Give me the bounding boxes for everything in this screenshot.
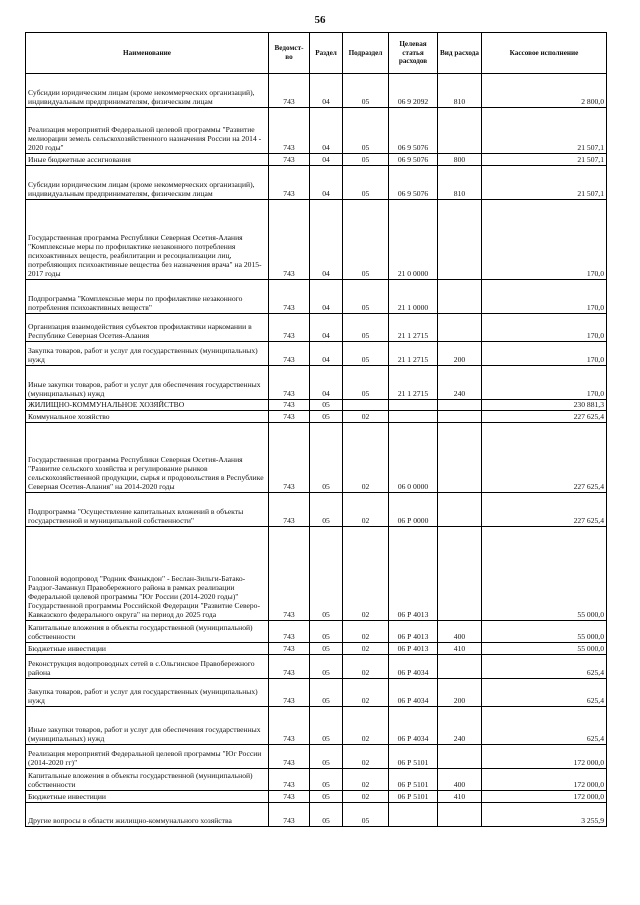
table-body — [26, 74, 607, 827]
cell-expense-type: 800 — [438, 154, 482, 166]
cell-expense-type: 410 — [438, 643, 482, 655]
cell-target-article: 06 Р 5101 — [389, 745, 438, 769]
cell-subsection: 05 — [343, 314, 389, 342]
cell-subsection: 02 — [343, 643, 389, 655]
cell-cash-execution: 3 255,9 — [482, 803, 607, 827]
cell-name: Иные бюджетные ассигнования — [26, 154, 269, 166]
cell-section: 04 — [310, 200, 343, 280]
cell-subsection: 05 — [343, 342, 389, 366]
cell-department: 743 — [269, 679, 310, 707]
cell-expense-type: 410 — [438, 791, 482, 803]
cell-target-article: 06 9 5076 — [389, 154, 438, 166]
cell-section: 05 — [310, 643, 343, 655]
cell-expense-type — [438, 423, 482, 493]
table-row — [26, 769, 607, 791]
cell-subsection: 02 — [343, 493, 389, 527]
cell-section: 05 — [310, 769, 343, 791]
table-header-row — [26, 33, 607, 74]
cell-cash-execution: 227 625,4 — [482, 493, 607, 527]
cell-subsection: 02 — [343, 707, 389, 745]
cell-section: 04 — [310, 366, 343, 400]
cell-target-article — [389, 803, 438, 827]
cell-subsection — [343, 400, 389, 411]
cell-name: ЖИЛИЩНО-КОММУНАЛЬНОЕ ХОЗЯЙСТВО — [26, 400, 269, 411]
column-header-target-article: Целевая статья расходов — [389, 33, 438, 74]
cell-expense-type — [438, 200, 482, 280]
table-row — [26, 679, 607, 707]
cell-department: 743 — [269, 643, 310, 655]
cell-target-article: 06 Р 4034 — [389, 707, 438, 745]
cell-section: 05 — [310, 791, 343, 803]
cell-section: 04 — [310, 342, 343, 366]
cell-expense-type: 810 — [438, 166, 482, 200]
table-row — [26, 280, 607, 314]
table-row — [26, 707, 607, 745]
page-number: 56 — [314, 14, 326, 26]
table-row — [26, 803, 607, 827]
table-row — [26, 621, 607, 643]
cell-section: 05 — [310, 707, 343, 745]
cell-subsection: 02 — [343, 655, 389, 679]
cell-section: 05 — [310, 411, 343, 423]
cell-cash-execution: 21 507,1 — [482, 108, 607, 154]
cell-cash-execution: 625,4 — [482, 655, 607, 679]
cell-section: 04 — [310, 154, 343, 166]
cell-target-article: 06 Р 0000 — [389, 493, 438, 527]
cell-subsection: 05 — [343, 74, 389, 108]
cell-section: 05 — [310, 655, 343, 679]
cell-target-article: 06 0 0000 — [389, 423, 438, 493]
table-row — [26, 74, 607, 108]
cell-section: 05 — [310, 423, 343, 493]
budget-execution-table — [25, 32, 607, 827]
cell-expense-type — [438, 411, 482, 423]
cell-target-article: 06 9 5076 — [389, 108, 438, 154]
cell-cash-execution: 55 000,0 — [482, 527, 607, 621]
cell-department: 743 — [269, 621, 310, 643]
table-row — [26, 314, 607, 342]
cell-subsection: 02 — [343, 411, 389, 423]
cell-section: 05 — [310, 527, 343, 621]
column-header-name: Наименование — [26, 33, 269, 74]
cell-section: 05 — [310, 679, 343, 707]
cell-department: 743 — [269, 400, 310, 411]
cell-name: Бюджетные инвестиции — [26, 643, 269, 655]
cell-subsection: 02 — [343, 791, 389, 803]
cell-subsection: 05 — [343, 280, 389, 314]
cell-cash-execution: 172 000,0 — [482, 745, 607, 769]
cell-expense-type: 240 — [438, 707, 482, 745]
cell-name: Другие вопросы в области жилищно-коммунального хозяйства — [26, 803, 269, 827]
table-row — [26, 527, 607, 621]
cell-cash-execution: 170,0 — [482, 314, 607, 342]
cell-department: 743 — [269, 366, 310, 400]
cell-expense-type: 200 — [438, 342, 482, 366]
cell-target-article: 06 Р 4013 — [389, 527, 438, 621]
cell-section: 05 — [310, 745, 343, 769]
table-row — [26, 366, 607, 400]
cell-cash-execution: 227 625,4 — [482, 411, 607, 423]
table-row — [26, 745, 607, 769]
cell-target-article: 06 Р 5101 — [389, 769, 438, 791]
cell-name: Закупка товаров, работ и услуг для государственных (муниципальных) нужд — [26, 342, 269, 366]
cell-subsection: 02 — [343, 527, 389, 621]
cell-target-article: 06 9 2092 — [389, 74, 438, 108]
table-row — [26, 166, 607, 200]
cell-name: Субсидии юридическим лицам (кроме некоммерческих организаций), индивидуальным предпринимателям, физическим лицам — [26, 74, 269, 108]
cell-expense-type — [438, 745, 482, 769]
cell-cash-execution: 172 000,0 — [482, 791, 607, 803]
cell-section: 04 — [310, 314, 343, 342]
table-row — [26, 342, 607, 366]
cell-department: 743 — [269, 74, 310, 108]
cell-target-article: 06 9 5076 — [389, 166, 438, 200]
cell-department: 743 — [269, 280, 310, 314]
cell-section: 04 — [310, 74, 343, 108]
cell-section: 04 — [310, 108, 343, 154]
cell-target-article: 21 1 2715 — [389, 342, 438, 366]
cell-department: 743 — [269, 803, 310, 827]
table-row — [26, 154, 607, 166]
cell-section: 04 — [310, 280, 343, 314]
cell-target-article: 21 1 0000 — [389, 280, 438, 314]
cell-department: 743 — [269, 423, 310, 493]
cell-department: 743 — [269, 791, 310, 803]
cell-name: Иные закупки товаров, работ и услуг для обеспечения государственных (муниципальных) нужд — [26, 707, 269, 745]
cell-department: 743 — [269, 493, 310, 527]
cell-department: 743 — [269, 769, 310, 791]
cell-cash-execution: 625,4 — [482, 707, 607, 745]
cell-expense-type — [438, 803, 482, 827]
cell-name: Реконструкция водопроводных сетей в с.Ольгинское Правобережного района — [26, 655, 269, 679]
cell-department: 743 — [269, 342, 310, 366]
column-header-department: Ведомст-во — [269, 33, 310, 74]
table-row — [26, 411, 607, 423]
cell-target-article: 06 Р 5101 — [389, 791, 438, 803]
cell-name: Государственная программа Республики Северная Осетия-Алания "Комплексные меры по профилактике незаконного потребления психоактивных веществ, реабилитации и ресоциализации лиц, потребляющих психоактивные вещества без назначения врача" на 2015-2017 годы — [26, 200, 269, 280]
cell-expense-type — [438, 527, 482, 621]
cell-target-article: 06 Р 4013 — [389, 621, 438, 643]
table-row — [26, 423, 607, 493]
cell-section: 05 — [310, 400, 343, 411]
cell-name: Подпрограмма "Осуществление капитальных вложений в объекты государственной и муниципальной собственности" — [26, 493, 269, 527]
table-row — [26, 643, 607, 655]
cell-section: 04 — [310, 166, 343, 200]
cell-cash-execution: 21 507,1 — [482, 166, 607, 200]
cell-name: Капитальные вложения в объекты государственной (муниципальной) собственности — [26, 621, 269, 643]
cell-section: 05 — [310, 621, 343, 643]
cell-subsection: 02 — [343, 621, 389, 643]
cell-subsection: 05 — [343, 803, 389, 827]
column-header-section: Раздел — [310, 33, 343, 74]
cell-target-article: 06 Р 4034 — [389, 679, 438, 707]
cell-expense-type — [438, 493, 482, 527]
cell-subsection: 02 — [343, 769, 389, 791]
cell-expense-type: 810 — [438, 74, 482, 108]
table-row — [26, 493, 607, 527]
cell-name: Государственная программа Республики Северная Осетия-Алания "Развитие сельского хозяйства и регулирование рынков сельскохозяйственной продукции, сырья и продовольствия в Республике Северная Осетия-Алания" на 2014-2020 годы — [26, 423, 269, 493]
cell-cash-execution: 170,0 — [482, 280, 607, 314]
cell-expense-type — [438, 400, 482, 411]
cell-department: 743 — [269, 655, 310, 679]
cell-target-article: 21 1 2715 — [389, 314, 438, 342]
cell-target-article — [389, 411, 438, 423]
cell-cash-execution: 170,0 — [482, 366, 607, 400]
cell-subsection: 02 — [343, 745, 389, 769]
cell-cash-execution: 227 625,4 — [482, 423, 607, 493]
cell-expense-type: 400 — [438, 769, 482, 791]
cell-subsection: 05 — [343, 200, 389, 280]
cell-target-article: 06 Р 4034 — [389, 655, 438, 679]
cell-subsection: 05 — [343, 366, 389, 400]
table-row — [26, 400, 607, 411]
cell-cash-execution: 55 000,0 — [482, 621, 607, 643]
table-row — [26, 108, 607, 154]
cell-expense-type — [438, 108, 482, 154]
table-row — [26, 200, 607, 280]
table-row — [26, 791, 607, 803]
cell-expense-type — [438, 655, 482, 679]
cell-section: 05 — [310, 803, 343, 827]
cell-expense-type: 200 — [438, 679, 482, 707]
cell-cash-execution: 2 800,0 — [482, 74, 607, 108]
cell-expense-type — [438, 280, 482, 314]
cell-subsection: 02 — [343, 679, 389, 707]
cell-name: Реализация мероприятий Федеральной целевой программы "Юг России (2014-2020 гг)" — [26, 745, 269, 769]
cell-expense-type — [438, 314, 482, 342]
cell-cash-execution: 172 000,0 — [482, 769, 607, 791]
cell-department: 743 — [269, 707, 310, 745]
column-header-expense-type: Вид расхода — [438, 33, 482, 74]
cell-name: Капитальные вложения в объекты государственной (муниципальной) собственности — [26, 769, 269, 791]
cell-target-article — [389, 400, 438, 411]
cell-subsection: 05 — [343, 166, 389, 200]
table-row — [26, 655, 607, 679]
cell-cash-execution: 55 000,0 — [482, 643, 607, 655]
cell-name: Подпрограмма "Комплексные меры по профилактике незаконного потребления психоактивных веществ" — [26, 280, 269, 314]
cell-name: Закупка товаров, работ и услуг для государственных (муниципальных) нужд — [26, 679, 269, 707]
cell-department: 743 — [269, 411, 310, 423]
cell-expense-type: 400 — [438, 621, 482, 643]
cell-name: Коммунальное хозяйство — [26, 411, 269, 423]
cell-department: 743 — [269, 527, 310, 621]
column-header-cash-execution: Кассовое исполнение — [482, 33, 607, 74]
cell-section: 05 — [310, 493, 343, 527]
cell-name: Субсидии юридическим лицам (кроме некоммерческих организаций), индивидуальным предпринимателям, физическим лицам — [26, 166, 269, 200]
cell-cash-execution: 170,0 — [482, 200, 607, 280]
cell-subsection: 05 — [343, 154, 389, 166]
cell-cash-execution: 625,4 — [482, 679, 607, 707]
column-header-subsection: Подраздел — [343, 33, 389, 74]
cell-department: 743 — [269, 154, 310, 166]
cell-expense-type: 240 — [438, 366, 482, 400]
cell-target-article: 21 0 0000 — [389, 200, 438, 280]
cell-subsection: 05 — [343, 108, 389, 154]
cell-department: 743 — [269, 166, 310, 200]
cell-cash-execution: 170,0 — [482, 342, 607, 366]
cell-name: Бюджетные инвестиции — [26, 791, 269, 803]
cell-department: 743 — [269, 200, 310, 280]
cell-name: Реализация мероприятий Федеральной целевой программы "Развитие мелиорации земель сельскохозяйственного назначения России на 2014 - 2020 годы" — [26, 108, 269, 154]
cell-department: 743 — [269, 314, 310, 342]
cell-subsection: 02 — [343, 423, 389, 493]
cell-name: Организация взаимодействия субъектов профилактики наркомании в Республике Северная Осетия-Алания — [26, 314, 269, 342]
cell-cash-execution: 230 881,3 — [482, 400, 607, 411]
cell-name: Иные закупки товаров, работ и услуг для обеспечения государственных (муниципальных) нужд — [26, 366, 269, 400]
cell-department: 743 — [269, 108, 310, 154]
cell-name: Головной водопровод "Родник Фаныкдон" - Беслан-Зильги-Батако-Раздзог-Заманкул Правобережного района в рамках реализации Федеральной целевой программы "Юг России (2014-2020 годы)" Государственной программы Российской Федерации "Развитие Северо-Кавказского федерального округа" на период до 2025 года — [26, 527, 269, 621]
cell-target-article: 06 Р 4013 — [389, 643, 438, 655]
cell-target-article: 21 1 2715 — [389, 366, 438, 400]
cell-department: 743 — [269, 745, 310, 769]
cell-cash-execution: 21 507,1 — [482, 154, 607, 166]
